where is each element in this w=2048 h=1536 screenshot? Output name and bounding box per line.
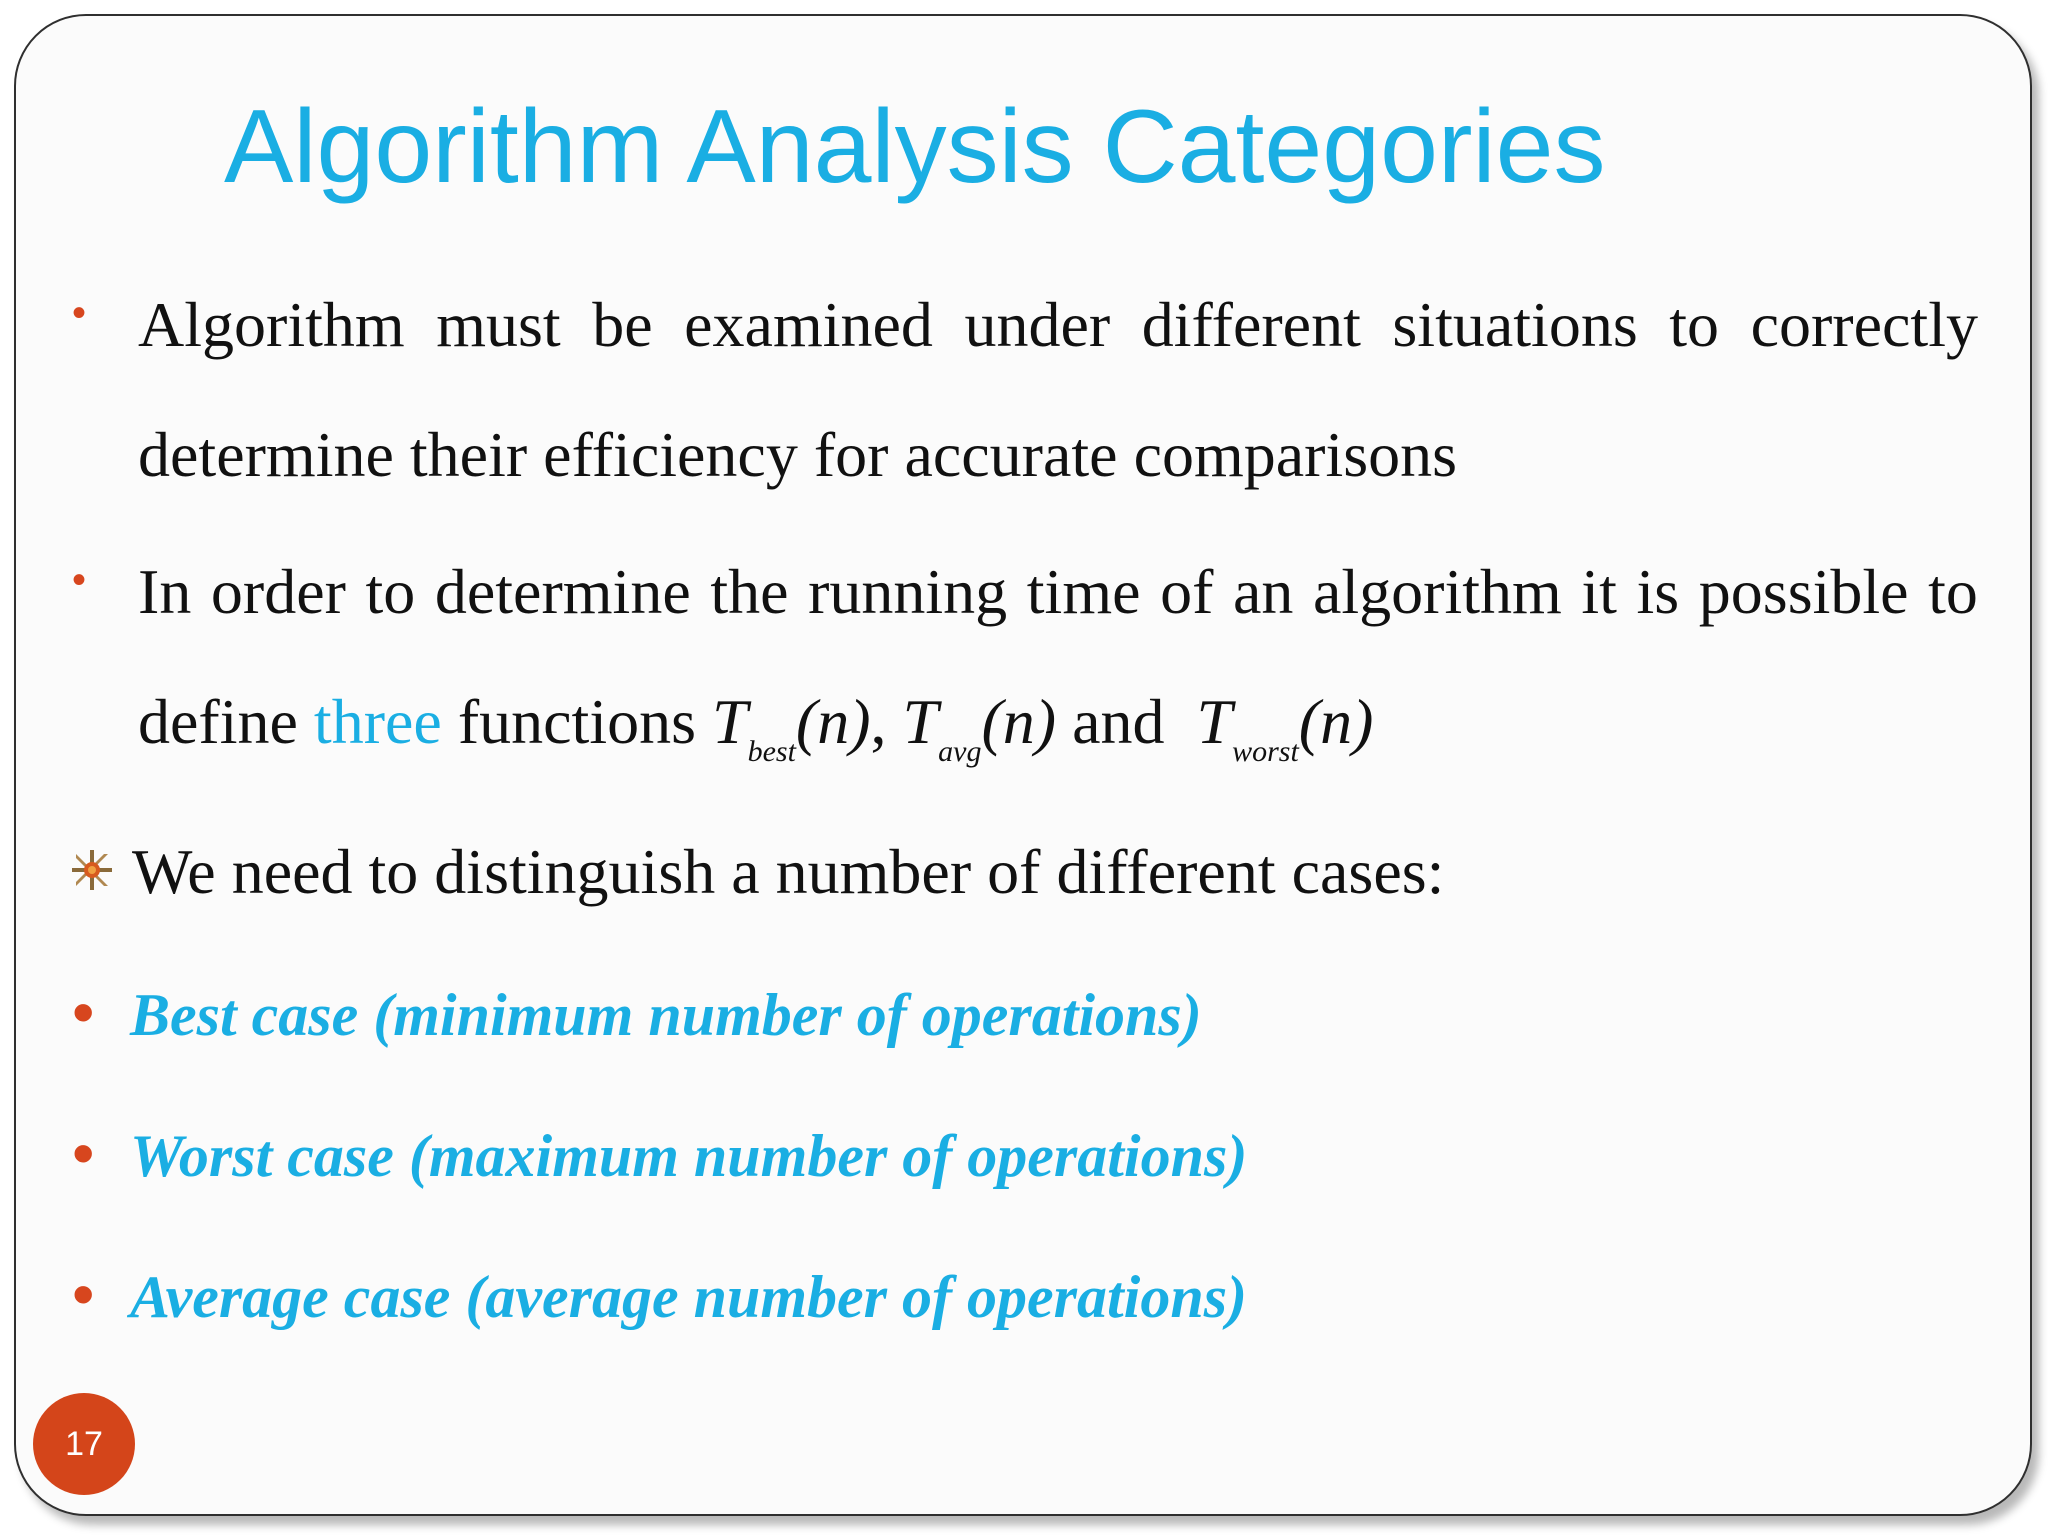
bullet-1-line-2: determine their efficiency for accurate comparisons: [138, 419, 1458, 490]
highlight-word: three: [313, 686, 442, 757]
function-argument: (n): [1298, 686, 1374, 757]
bullet-2-line-2: [138, 682, 1978, 812]
case-item-worst: Worst case (maximum number of operations): [130, 1123, 1248, 1189]
word: running: [808, 556, 1008, 627]
case-item-best: Best case (minimum number of operations): [130, 982, 1202, 1048]
separator: and: [1056, 686, 1197, 757]
word: time: [1026, 556, 1141, 627]
word: under: [964, 289, 1111, 360]
function-subscript: best: [747, 735, 796, 768]
word: to: [365, 556, 416, 627]
word: correctly: [1750, 289, 1978, 360]
cases-intro-text: We need to distinguish a number of different cases:: [132, 836, 1445, 907]
function-symbol: T: [712, 686, 748, 757]
word: to: [1928, 556, 1978, 627]
word: of: [1160, 556, 1214, 627]
separator: ,: [870, 686, 903, 757]
bullet-dot-icon: •: [72, 1258, 95, 1330]
function-argument: (n): [981, 686, 1057, 757]
word: determine: [434, 556, 691, 627]
word: examined: [684, 289, 933, 360]
bullet-dot-icon: •: [72, 558, 87, 602]
word: is: [1636, 556, 1680, 627]
function-subscript: avg: [938, 735, 982, 768]
word: it: [1581, 556, 1617, 627]
word: In: [138, 556, 192, 627]
word: to: [1669, 289, 1720, 360]
function-argument: (n): [795, 686, 871, 757]
page-number-badge: 17: [33, 1393, 135, 1495]
bullet-paragraph-2: [138, 552, 1978, 812]
star-burst-icon: [70, 848, 114, 892]
word: possible: [1698, 556, 1909, 627]
line-prefix: define: [138, 686, 314, 757]
bullet-dot-icon: •: [72, 976, 95, 1048]
word: Algorithm: [138, 289, 405, 360]
word: algorithm: [1312, 556, 1562, 627]
case-item-average: Average case (average number of operations): [130, 1264, 1248, 1330]
line-text: functions: [441, 686, 712, 757]
bullet-2-line-1: [138, 552, 1978, 682]
word: order: [210, 556, 346, 627]
function-symbol: T: [902, 686, 939, 757]
bullet-dot-icon: •: [72, 291, 87, 335]
word: an: [1232, 556, 1294, 627]
word: the: [710, 556, 789, 627]
bullet-dot-icon: •: [72, 1117, 95, 1189]
function-subscript: worst: [1232, 735, 1299, 768]
bullet-paragraph-1: [138, 285, 1978, 545]
word: different: [1141, 289, 1361, 360]
bullet-1-line-1: [138, 285, 1978, 415]
word: be: [592, 289, 653, 360]
word: situations: [1392, 289, 1638, 360]
word: must: [436, 289, 561, 360]
function-symbol: T: [1196, 686, 1233, 757]
slide-title: Algorithm Analysis Categories: [224, 89, 1606, 205]
